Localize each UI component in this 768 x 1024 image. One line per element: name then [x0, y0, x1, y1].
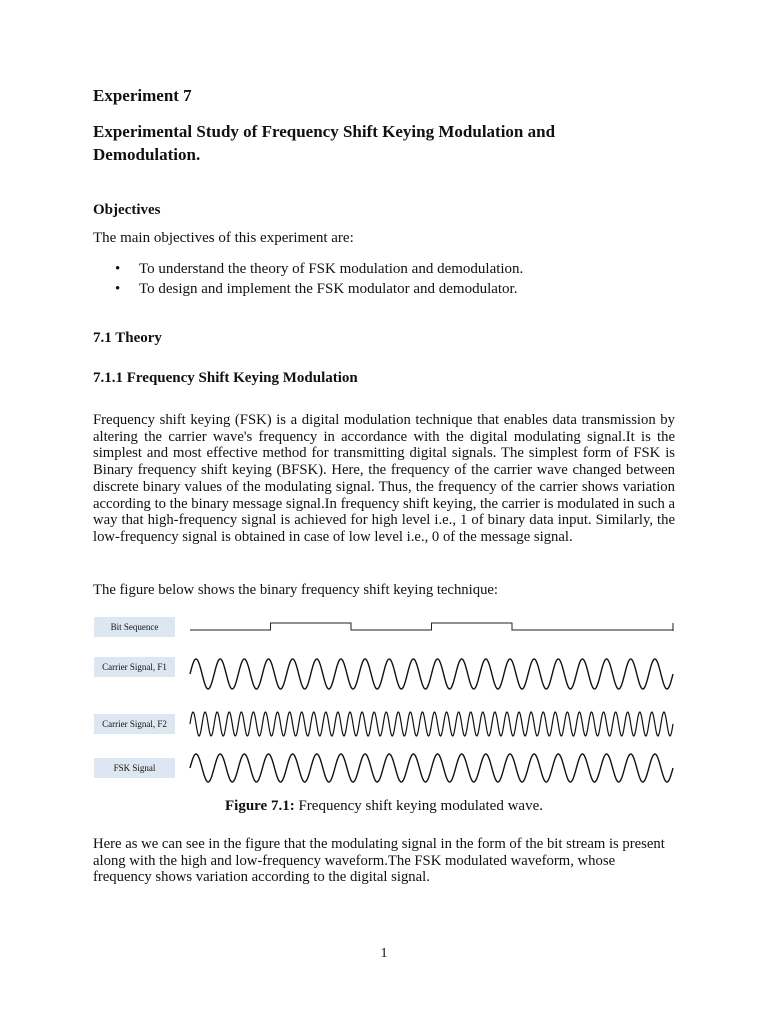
label-fsk-signal: FSK Signal — [94, 758, 175, 778]
bullet-icon: • — [115, 261, 121, 277]
experiment-number: Experiment 7 — [93, 86, 192, 105]
label-carrier-f2: Carrier Signal, F2 — [94, 714, 175, 734]
fsk-description-paragraph: Frequency shift keying (FSK) is a digital modulation technique that enables data transmission by altering the carrier wave's frequency in accordance with the digital modulating signal.It is the simplest and most effective method for transmitting digital signals. The simplest form of FSK is Binary frequency shift keying (BFSK). Here, the frequency of the carrier wave changed between discrete binary values of the modulating signal. Thus, the frequency of the carrier shows variation according to the binary message signal.In frequency shift keying, the carrier is modulated in such a way that high-frequency signal is achieved for high level i.e., 1 of binary data input. Similarly, the low-frequency signal is obtained in case of low level i.e., 0 of the message signal. — [93, 412, 676, 545]
figure-caption — [0, 798, 768, 815]
bit-sequence-waveform — [190, 623, 673, 630]
objectives-intro: The main objectives of this experiment are: — [93, 230, 354, 246]
label-carrier-f1: Carrier Signal, F1 — [94, 657, 175, 677]
figure-caption-text: Frequency shift keying modulated wave. — [294, 798, 543, 814]
label-bit-sequence: Bit Sequence — [94, 617, 175, 637]
section-heading-theory: 7.1 Theory — [93, 330, 162, 346]
experiment-title: Experimental Study of Frequency Shift Keying Modulation and Demodulation. — [93, 122, 556, 164]
carrier-f2-waveform — [190, 712, 673, 736]
fsk-signal-waveform — [190, 754, 673, 782]
objective-text: To design and implement the FSK modulator and demodulator. — [139, 281, 518, 297]
page-number: 1 — [380, 946, 388, 961]
figure-explanation-paragraph: Here as we can see in the figure that the modulating signal in the form of the bit stream is present along with the high and low-frequency waveform.The FSK modulated waveform, whose frequency shows variation according to the digital signal. — [93, 836, 665, 886]
objective-item — [93, 259, 523, 279]
fsk-waveform-figure — [0, 610, 768, 795]
objective-text: To understand the theory of FSK modulation and demodulation. — [139, 261, 524, 277]
objectives-heading: Objectives — [93, 202, 161, 218]
figure-intro-text: The figure below shows the binary frequency shift keying technique: — [93, 582, 499, 598]
objective-item — [93, 279, 523, 299]
figure-caption-label: Figure 7.1: — [225, 798, 295, 814]
objectives-list — [93, 259, 523, 299]
subsection-heading-fsk: 7.1.1 Frequency Shift Keying Modulation — [93, 370, 358, 386]
carrier-f1-waveform — [190, 659, 673, 689]
bullet-icon: • — [115, 281, 121, 297]
